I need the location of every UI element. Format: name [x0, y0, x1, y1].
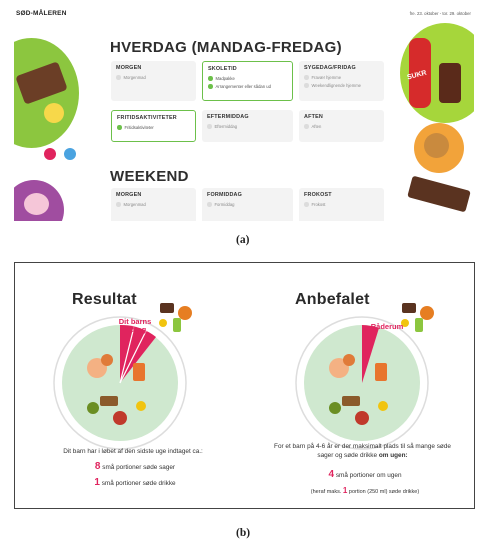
- soda-glass: [439, 63, 461, 103]
- candy-item: [178, 306, 192, 320]
- option-label: Eftermiddag: [214, 124, 238, 129]
- card-title: MORGEN: [116, 192, 142, 198]
- candy-item: [402, 303, 416, 313]
- card-morning-weekend[interactable]: [111, 188, 196, 221]
- sweet-meter-screen: [14, 8, 474, 221]
- option-item[interactable]: [304, 83, 379, 88]
- caption-b: (b): [236, 527, 251, 539]
- option-item[interactable]: [304, 124, 379, 129]
- radio-dot[interactable]: [304, 83, 309, 88]
- card-sick-day[interactable]: [299, 61, 384, 101]
- food-item: [136, 401, 146, 411]
- option-item[interactable]: [116, 202, 191, 207]
- option-label: Madpakke: [215, 76, 235, 81]
- weekend-heading: WEEKEND: [110, 168, 189, 185]
- option-label: Weekendlignende hjemme: [311, 83, 362, 88]
- card-leisure-activities[interactable]: [111, 110, 196, 142]
- candy-piece: [44, 148, 56, 160]
- result-line-drinks: 1 små portioner søde drikke: [94, 477, 176, 488]
- card-afternoon[interactable]: [202, 110, 293, 142]
- option-label: Fritidsaktiviteter: [124, 125, 154, 130]
- result-line-sweets: 8 små portioner søde sager: [94, 461, 176, 472]
- result-panel: [14, 262, 475, 509]
- food-item: [113, 411, 127, 425]
- card-title: SYGEDAG/FRIDAG: [304, 65, 356, 71]
- candy-item: [415, 318, 423, 332]
- radio-dot[interactable]: [207, 202, 212, 207]
- intake-callout: Dit barns indtag: [118, 317, 152, 335]
- food-item: [101, 354, 113, 366]
- card-title: MORGEN: [116, 65, 142, 71]
- food-item: [329, 402, 341, 414]
- option-item[interactable]: [304, 75, 379, 80]
- food-item: [133, 363, 145, 381]
- option-item[interactable]: [208, 76, 287, 81]
- drink-limit: 1: [342, 486, 348, 495]
- top-bar: [14, 8, 474, 22]
- sweets-count: 8: [94, 461, 101, 472]
- check-dot[interactable]: [117, 125, 122, 130]
- option-label: Morgenmad: [123, 75, 146, 80]
- check-dot[interactable]: [208, 84, 213, 89]
- radio-dot[interactable]: [116, 202, 121, 207]
- candy-item: [173, 318, 181, 332]
- food-item: [87, 402, 99, 414]
- card-school-time[interactable]: [202, 61, 293, 101]
- card-title: FROKOST: [304, 192, 332, 198]
- recommended-line-drinks: (heraf maks. 1 portion (250 ml) søde drikke): [310, 486, 420, 495]
- option-label: Formiddag: [214, 202, 235, 207]
- weekday-heading: HVERDAG (MANDAG-FREDAG): [110, 39, 342, 56]
- recommended-title: Anbefalet: [295, 291, 370, 308]
- result-intro: Dit barn har i løbet af den sidste uge indtaget ca.:: [63, 448, 203, 455]
- radio-dot[interactable]: [207, 124, 212, 129]
- card-forenoon[interactable]: [202, 188, 293, 221]
- option-item[interactable]: [208, 84, 287, 89]
- card-title: AFTEN: [304, 114, 323, 120]
- card-morning-weekday[interactable]: [111, 61, 196, 101]
- candy-item: [160, 303, 174, 313]
- food-item: [378, 401, 388, 411]
- option-label: Aften: [311, 124, 322, 129]
- option-item[interactable]: [304, 202, 379, 207]
- candy-piece: [64, 148, 76, 160]
- card-title: SKOLETID: [208, 66, 237, 72]
- card-title: EFTERMIDDAG: [207, 114, 249, 120]
- caption-a: (a): [236, 234, 250, 246]
- radio-dot[interactable]: [116, 75, 121, 80]
- card-lunch[interactable]: [299, 188, 384, 221]
- food-item: [100, 396, 118, 406]
- card-evening[interactable]: [299, 110, 384, 142]
- food-item: [375, 363, 387, 381]
- radio-dot[interactable]: [304, 124, 309, 129]
- date-range[interactable]: fre. 23. oktober - tor. 29. oktober: [409, 11, 471, 16]
- chocolate-bar: [407, 176, 471, 213]
- option-item[interactable]: [117, 125, 190, 130]
- candy-piece: [44, 103, 64, 123]
- option-label: Arrangementer eller sådan ud: [215, 84, 271, 89]
- candy-item: [159, 319, 167, 327]
- radio-dot[interactable]: [304, 202, 309, 207]
- food-item: [342, 396, 360, 406]
- card-title: FRITIDSAKTIVITETER: [117, 115, 177, 121]
- recommended-intro: For et barn på 4-6 år er der maksimalt plads til så mange søde sager og søde drikke om ugen:: [274, 443, 451, 459]
- option-label: Frokost: [311, 202, 326, 207]
- recommended-line-portions: 4 små portioner om ugen: [328, 469, 402, 480]
- food-item: [343, 354, 355, 366]
- result-title: Resultat: [72, 291, 137, 308]
- radio-dot[interactable]: [304, 75, 309, 80]
- option-item[interactable]: [207, 202, 288, 207]
- check-dot[interactable]: [208, 76, 213, 81]
- soda-logo: SUKR: [406, 69, 428, 82]
- food-item: [355, 411, 369, 425]
- option-item[interactable]: [207, 124, 288, 129]
- allowance-callout: Råderum: [370, 322, 404, 331]
- card-title: FORMIDDAG: [207, 192, 243, 198]
- cupcake-frosting: [24, 193, 49, 215]
- option-label: Fravær hjemme: [311, 75, 342, 80]
- drinks-count: 1: [94, 477, 100, 488]
- candy-item: [420, 306, 434, 320]
- app-logo[interactable]: SØD-MÅLEREN: [16, 10, 67, 17]
- option-item[interactable]: [116, 75, 191, 80]
- option-label: Morgenmad: [123, 202, 146, 207]
- portion-count: 4: [328, 469, 335, 480]
- cookie: [424, 133, 449, 158]
